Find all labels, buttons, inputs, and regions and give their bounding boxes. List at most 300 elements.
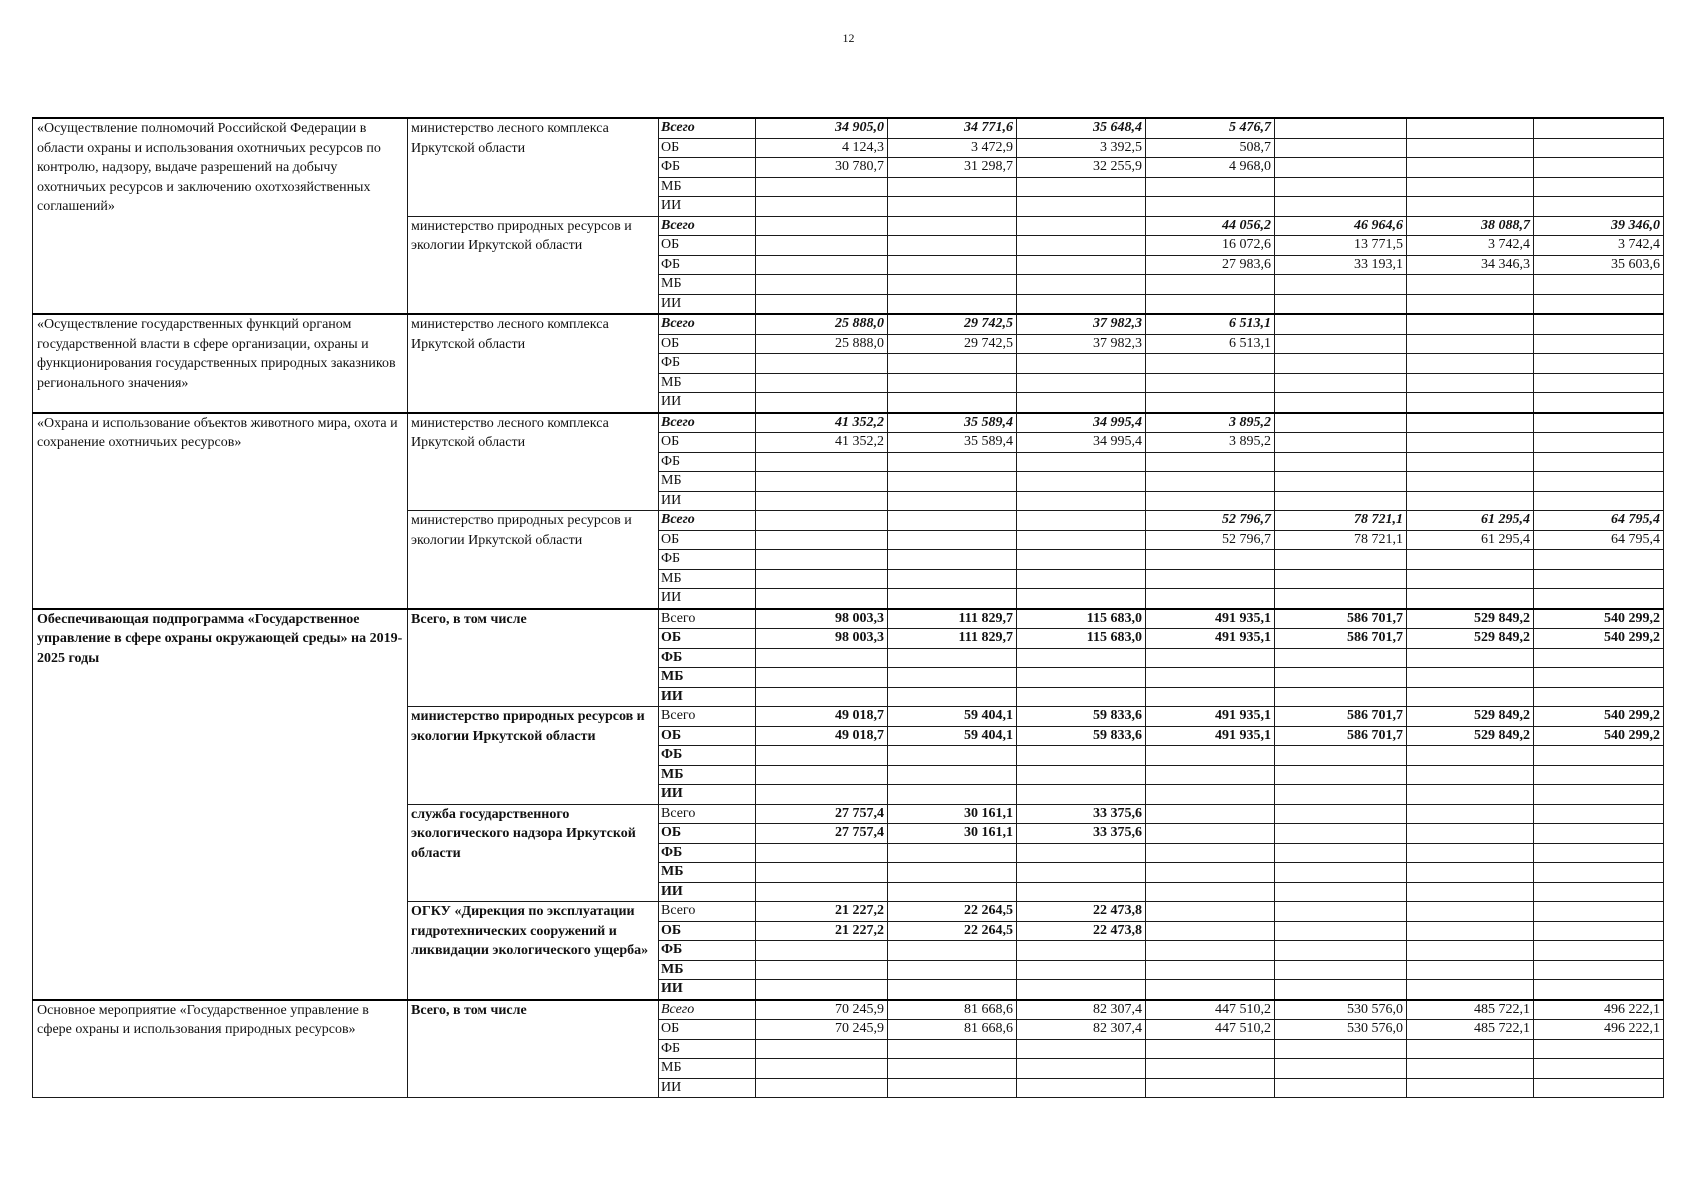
table-row [33,413,1664,433]
cell-value [1146,804,1275,824]
cell-value: 529 849,2 [1407,629,1534,649]
cell-value [1407,765,1534,785]
cell-executor: министерство лесного комплекса Иркутской области [408,413,659,511]
cell-value [1534,354,1664,374]
table-row [33,314,1664,334]
cell-value [1407,648,1534,668]
cell-value [1146,882,1275,902]
cell-value: 3 742,4 [1534,236,1664,256]
cell-value [1146,863,1275,883]
cell-value [1275,668,1407,688]
table-body [33,118,1664,1098]
cell-value [888,530,1017,550]
cell-value [1146,177,1275,197]
cell-value [1017,177,1146,197]
cell-value [1146,373,1275,393]
cell-value [888,843,1017,863]
cell-value: 111 829,7 [888,609,1017,629]
cell-value [1275,138,1407,158]
cell-value: 37 982,3 [1017,334,1146,354]
cell-value [1146,491,1275,511]
cell-value [756,882,888,902]
cell-value [1534,941,1664,961]
cell-value [1534,648,1664,668]
cell-value [1534,1078,1664,1098]
cell-value [1275,960,1407,980]
cell-value [1017,765,1146,785]
cell-value [1275,433,1407,453]
cell-value [1146,941,1275,961]
cell-source: МБ [659,1059,756,1079]
cell-value [1017,255,1146,275]
cell-value [1407,1059,1534,1079]
cell-value: 41 352,2 [756,433,888,453]
cell-source: ОБ [659,921,756,941]
cell-value: 6 513,1 [1146,334,1275,354]
cell-value [756,354,888,374]
cell-value [888,393,1017,413]
cell-value: 529 849,2 [1407,707,1534,727]
cell-value [756,960,888,980]
cell-value [888,373,1017,393]
cell-value [756,863,888,883]
cell-value [1146,668,1275,688]
cell-value [1534,863,1664,883]
cell-description: Основное мероприятие «Государственное управление в сфере охраны и использования природных ресурсов» [33,1000,408,1098]
cell-value [1407,1078,1534,1098]
cell-value [1017,589,1146,609]
cell-value [1534,550,1664,570]
cell-value [756,1078,888,1098]
cell-source: МБ [659,472,756,492]
cell-value [1407,334,1534,354]
cell-value: 31 298,7 [888,158,1017,178]
cell-value: 16 072,6 [1146,236,1275,256]
cell-value [1146,980,1275,1000]
cell-value: 3 742,4 [1407,236,1534,256]
cell-value [888,452,1017,472]
cell-value: 115 683,0 [1017,629,1146,649]
table-row [33,609,1664,629]
cell-value [1275,550,1407,570]
cell-value: 52 796,7 [1146,530,1275,550]
table-row [33,118,1664,138]
cell-value: 586 701,7 [1275,726,1407,746]
cell-value: 35 589,4 [888,433,1017,453]
cell-description: «Осуществление государственных функций органом государственной власти в сфере организации, охраны и функционирования государственных природных заказников регионального значения» [33,314,408,413]
cell-value [1146,785,1275,805]
cell-value [1275,765,1407,785]
cell-value: 22 264,5 [888,921,1017,941]
cell-value [1275,354,1407,374]
cell-source: ИИ [659,1078,756,1098]
cell-value: 530 576,0 [1275,1000,1407,1020]
cell-value: 59 833,6 [1017,726,1146,746]
cell-value: 111 829,7 [888,629,1017,649]
cell-value [756,255,888,275]
cell-value: 13 771,5 [1275,236,1407,256]
cell-value: 35 603,6 [1534,255,1664,275]
cell-value [1407,804,1534,824]
cell-source: ИИ [659,491,756,511]
page-number: 12 [842,31,855,45]
cell-value: 3 472,9 [888,138,1017,158]
cell-source: ИИ [659,197,756,217]
cell-source: ОБ [659,629,756,649]
cell-source: ИИ [659,785,756,805]
cell-value: 82 307,4 [1017,1000,1146,1020]
cell-value [1407,275,1534,295]
cell-source: ОБ [659,726,756,746]
cell-value [1534,138,1664,158]
cell-source: ИИ [659,294,756,314]
cell-value [1407,980,1534,1000]
cell-value [1017,491,1146,511]
cell-executor: министерство природных ресурсов и экологии Иркутской области [408,511,659,609]
cell-value: 540 299,2 [1534,629,1664,649]
cell-source: МБ [659,177,756,197]
cell-value [1407,433,1534,453]
cell-value [888,882,1017,902]
cell-value [1275,902,1407,922]
cell-value [756,177,888,197]
cell-value [1534,275,1664,295]
cell-value [756,275,888,295]
cell-source: ИИ [659,393,756,413]
cell-value [1017,1059,1146,1079]
cell-value: 34 346,3 [1407,255,1534,275]
cell-value [1275,804,1407,824]
cell-value [1017,941,1146,961]
cell-value [1146,1078,1275,1098]
cell-source: ОБ [659,433,756,453]
cell-source: ФБ [659,354,756,374]
cell-value [888,785,1017,805]
cell-value [1017,275,1146,295]
cell-value [1407,354,1534,374]
cell-value [1407,668,1534,688]
cell-value [1534,1039,1664,1059]
cell-value [1407,569,1534,589]
cell-value: 4 124,3 [756,138,888,158]
cell-value [888,255,1017,275]
cell-value: 34 771,6 [888,118,1017,138]
cell-source: МБ [659,373,756,393]
cell-value [1534,824,1664,844]
cell-value [756,530,888,550]
cell-value [1146,472,1275,492]
cell-value: 3 895,2 [1146,433,1275,453]
cell-value [1275,275,1407,295]
cell-value [1275,314,1407,334]
cell-value [1407,472,1534,492]
cell-value: 485 722,1 [1407,1000,1534,1020]
cell-value [1275,843,1407,863]
cell-description: Обеспечивающая подпрограмма «Государственное управление в сфере охраны окружающей среды» на 2019-2025 годы [33,609,408,1000]
cell-executor: министерство природных ресурсов и экологии Иркутской области [408,216,659,314]
cell-value: 34 905,0 [756,118,888,138]
cell-value: 34 995,4 [1017,433,1146,453]
cell-value: 35 589,4 [888,413,1017,433]
table-row [33,1000,1664,1020]
cell-value: 30 161,1 [888,804,1017,824]
cell-value: 508,7 [1146,138,1275,158]
cell-value [1017,197,1146,217]
cell-value [1534,334,1664,354]
cell-value: 38 088,7 [1407,216,1534,236]
cell-source: МБ [659,765,756,785]
cell-value [1407,960,1534,980]
cell-value [1275,785,1407,805]
cell-value: 78 721,1 [1275,511,1407,531]
cell-value [1534,882,1664,902]
cell-value [1146,550,1275,570]
cell-value: 30 161,1 [888,824,1017,844]
cell-value: 29 742,5 [888,334,1017,354]
cell-source: Всего [659,216,756,236]
cell-value [1017,785,1146,805]
cell-source: МБ [659,569,756,589]
cell-value [1146,824,1275,844]
cell-value [756,668,888,688]
cell-value [1275,746,1407,766]
cell-value [1146,746,1275,766]
cell-value [756,452,888,472]
cell-value [1407,118,1534,138]
cell-value [1146,902,1275,922]
cell-value [888,863,1017,883]
cell-value: 21 227,2 [756,902,888,922]
cell-value [888,491,1017,511]
cell-value: 81 668,6 [888,1020,1017,1040]
cell-executor: Всего, в том числе [408,1000,659,1098]
cell-value [1534,177,1664,197]
cell-value [1407,452,1534,472]
cell-value [1407,824,1534,844]
cell-value [1275,1059,1407,1079]
cell-source: ОБ [659,1020,756,1040]
cell-value [1017,550,1146,570]
cell-value: 22 473,8 [1017,902,1146,922]
cell-value [1534,197,1664,217]
cell-value: 540 299,2 [1534,609,1664,629]
cell-value: 70 245,9 [756,1000,888,1020]
cell-value [1017,216,1146,236]
cell-value [888,197,1017,217]
cell-source: ИИ [659,980,756,1000]
cell-value [1275,413,1407,433]
cell-value: 27 757,4 [756,804,888,824]
cell-value [1407,589,1534,609]
cell-value: 3 392,5 [1017,138,1146,158]
cell-value [756,843,888,863]
cell-value: 82 307,4 [1017,1020,1146,1040]
cell-value [1534,118,1664,138]
cell-source: ФБ [659,843,756,863]
cell-value [756,980,888,1000]
cell-executor: Всего, в том числе [408,609,659,707]
cell-source: ОБ [659,530,756,550]
cell-value [1146,452,1275,472]
cell-value [1407,491,1534,511]
cell-source: ФБ [659,1039,756,1059]
cell-value [756,1039,888,1059]
cell-value [888,589,1017,609]
cell-value [1534,472,1664,492]
cell-value [888,941,1017,961]
cell-value [1017,882,1146,902]
cell-value [1146,843,1275,863]
cell-value: 491 935,1 [1146,609,1275,629]
cell-value [756,1059,888,1079]
cell-value [1275,452,1407,472]
cell-value [1407,373,1534,393]
cell-value [1275,177,1407,197]
cell-source: Всего [659,118,756,138]
cell-value [1534,589,1664,609]
cell-value: 5 476,7 [1146,118,1275,138]
cell-value [756,236,888,256]
cell-source: Всего [659,413,756,433]
cell-value: 78 721,1 [1275,530,1407,550]
cell-value [1017,1039,1146,1059]
cell-source: Всего [659,707,756,727]
cell-value [1407,158,1534,178]
cell-value: 529 849,2 [1407,609,1534,629]
cell-source: Всего [659,902,756,922]
cell-value: 21 227,2 [756,921,888,941]
cell-executor: ОГКУ «Дирекция по эксплуатации гидротехнических сооружений и ликвидации экологического ущерба» [408,902,659,1000]
cell-value [1146,589,1275,609]
cell-value [1275,118,1407,138]
cell-value [756,197,888,217]
cell-value: 52 796,7 [1146,511,1275,531]
cell-value [888,765,1017,785]
cell-value [1407,138,1534,158]
cell-value: 33 375,6 [1017,824,1146,844]
cell-value [888,1078,1017,1098]
cell-value [888,960,1017,980]
cell-value [1146,921,1275,941]
cell-value: 491 935,1 [1146,629,1275,649]
cell-value [1275,648,1407,668]
cell-value [888,354,1017,374]
cell-value [1275,1078,1407,1098]
cell-value [1407,413,1534,433]
budget-table [32,117,1664,1098]
cell-value: 22 264,5 [888,902,1017,922]
cell-value [1017,354,1146,374]
cell-value: 59 404,1 [888,726,1017,746]
cell-value [888,294,1017,314]
cell-value [1407,550,1534,570]
cell-value: 33 193,1 [1275,255,1407,275]
cell-value [1275,373,1407,393]
cell-description: «Осуществление полномочий Российской Федерации в области охраны и использования охотничьих ресурсов по контролю, надзору, выдаче разрешений на добычу охотничьих ресурсов и заключению охотхозяйственных соглашений» [33,118,408,314]
cell-value [1407,197,1534,217]
cell-value [1534,569,1664,589]
cell-value [888,275,1017,295]
cell-value [888,236,1017,256]
cell-executor: министерство лесного комплекса Иркутской области [408,314,659,413]
cell-value: 59 833,6 [1017,707,1146,727]
cell-value: 59 404,1 [888,707,1017,727]
cell-value [1275,863,1407,883]
cell-value [756,765,888,785]
cell-value: 491 935,1 [1146,726,1275,746]
cell-value: 37 982,3 [1017,314,1146,334]
cell-value: 586 701,7 [1275,707,1407,727]
cell-value: 64 795,4 [1534,511,1664,531]
cell-value [1146,1039,1275,1059]
cell-value [888,216,1017,236]
cell-value: 34 995,4 [1017,413,1146,433]
cell-value [1534,687,1664,707]
cell-value [1534,785,1664,805]
cell-value [888,472,1017,492]
cell-value: 4 968,0 [1146,158,1275,178]
cell-value [1534,1059,1664,1079]
cell-value [1275,472,1407,492]
cell-value [756,648,888,668]
cell-source: Всего [659,314,756,334]
cell-source: МБ [659,668,756,688]
cell-value: 29 742,5 [888,314,1017,334]
cell-value [1407,882,1534,902]
cell-value [1146,393,1275,413]
cell-value: 64 795,4 [1534,530,1664,550]
cell-value [888,177,1017,197]
cell-source: МБ [659,960,756,980]
cell-value [888,511,1017,531]
cell-value: 540 299,2 [1534,726,1664,746]
cell-value: 27 983,6 [1146,255,1275,275]
cell-value [1275,589,1407,609]
cell-value [1017,569,1146,589]
cell-value: 3 895,2 [1146,413,1275,433]
cell-value [888,1059,1017,1079]
cell-value [1017,393,1146,413]
cell-value [1534,433,1664,453]
cell-value [888,569,1017,589]
cell-description: «Охрана и использование объектов животного мира, охота и сохранение охотничьих ресурсов» [33,413,408,609]
cell-value: 447 510,2 [1146,1020,1275,1040]
cell-value [1407,294,1534,314]
cell-value [1534,294,1664,314]
cell-value [1534,902,1664,922]
cell-value [1534,393,1664,413]
cell-value [1407,941,1534,961]
cell-source: Всего [659,1000,756,1020]
cell-value [1146,275,1275,295]
cell-value [756,294,888,314]
cell-value [1017,294,1146,314]
cell-value: 540 299,2 [1534,707,1664,727]
cell-value [1534,158,1664,178]
cell-source: ИИ [659,589,756,609]
cell-source: ОБ [659,824,756,844]
cell-value: 49 018,7 [756,726,888,746]
cell-value [756,373,888,393]
cell-value [1146,354,1275,374]
cell-value [888,1039,1017,1059]
cell-source: ФБ [659,452,756,472]
cell-value [1017,960,1146,980]
cell-source: МБ [659,863,756,883]
cell-value [756,393,888,413]
cell-value: 447 510,2 [1146,1000,1275,1020]
cell-value [1534,373,1664,393]
